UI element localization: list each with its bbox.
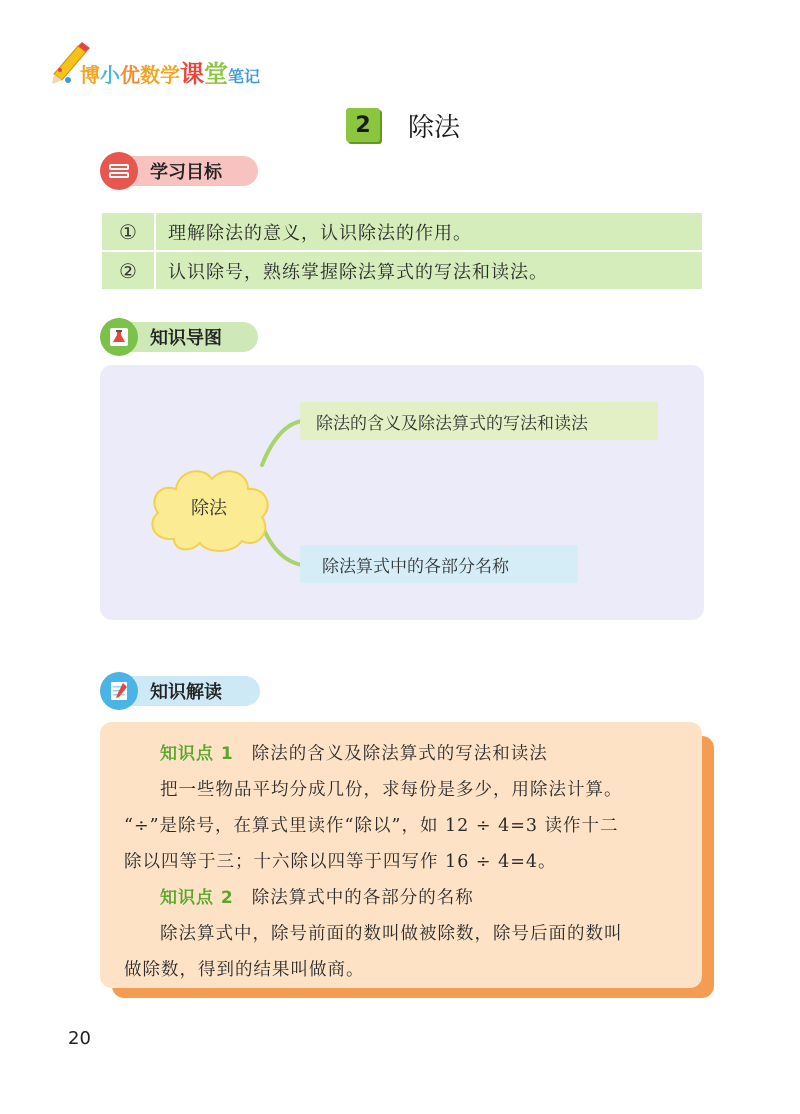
knowledge-line: 做除数，得到的结果叫做商。 bbox=[124, 960, 365, 980]
mind-map-center bbox=[144, 459, 274, 555]
knowledge-point-label: 知识点 2 bbox=[160, 888, 234, 908]
page-number: 20 bbox=[68, 1028, 91, 1049]
knowledge-point-heading bbox=[124, 880, 680, 916]
flask-icon bbox=[100, 318, 138, 356]
book-icon bbox=[100, 152, 138, 190]
goal-number: ② bbox=[102, 252, 156, 289]
brand-logo bbox=[48, 40, 308, 86]
brand-part: 课 bbox=[180, 60, 204, 88]
section-header-reading bbox=[100, 672, 222, 710]
goal-row bbox=[102, 252, 702, 291]
lesson-title: 除法 bbox=[408, 112, 461, 143]
goal-row bbox=[102, 213, 702, 252]
brand-part: 小 bbox=[100, 63, 120, 87]
lesson-number: 2 bbox=[346, 108, 380, 142]
brand-part: 笔记 bbox=[228, 67, 261, 86]
goal-text: 认识除号，熟练掌握除法算式的写法和读法。 bbox=[168, 261, 548, 283]
section-title: 知识导图 bbox=[150, 328, 222, 349]
knowledge-point-title: 除法的含义及除法算式的写法和读法 bbox=[251, 744, 548, 764]
notepad-icon bbox=[100, 672, 138, 710]
section-title: 学习目标 bbox=[150, 162, 222, 183]
mind-map bbox=[100, 365, 704, 620]
knowledge-line: 除以四等于三；十六除以四等于四写作 16 ÷ 4=4。 bbox=[124, 852, 557, 872]
knowledge-line: 把一些物品平均分成几份，求每份是多少，用除法计算。 bbox=[160, 780, 623, 800]
brand-part: 博 bbox=[80, 63, 100, 87]
brand-part: 数学 bbox=[140, 63, 180, 87]
mind-map-branch: 除法算式中的各部分名称 bbox=[300, 545, 578, 583]
knowledge-point-heading bbox=[124, 736, 680, 772]
goal-number: ① bbox=[102, 213, 156, 250]
knowledge-line: 除法算式中，除号前面的数叫做被除数，除号后面的数叫 bbox=[160, 924, 623, 944]
brand-part: 优 bbox=[120, 63, 140, 87]
mind-map-branch: 除法的含义及除法算式的写法和读法 bbox=[300, 402, 658, 440]
section-header-goals bbox=[100, 152, 222, 190]
knowledge-point-label: 知识点 1 bbox=[160, 744, 234, 764]
knowledge-point-title: 除法算式中的各部分的名称 bbox=[251, 888, 474, 908]
section-title: 知识解读 bbox=[150, 682, 222, 703]
section-header-map bbox=[100, 318, 222, 356]
goals-table bbox=[102, 213, 702, 291]
lesson-heading bbox=[346, 106, 460, 144]
goal-text: 理解除法的意义，认识除法的作用。 bbox=[168, 222, 472, 244]
knowledge-line: “÷”是除号，在算式里读作“除以”，如 12 ÷ 4=3 读作十二 bbox=[124, 816, 619, 836]
knowledge-card bbox=[100, 722, 702, 988]
center-label: 除法 bbox=[191, 498, 227, 519]
brand-part: 堂 bbox=[204, 60, 228, 88]
